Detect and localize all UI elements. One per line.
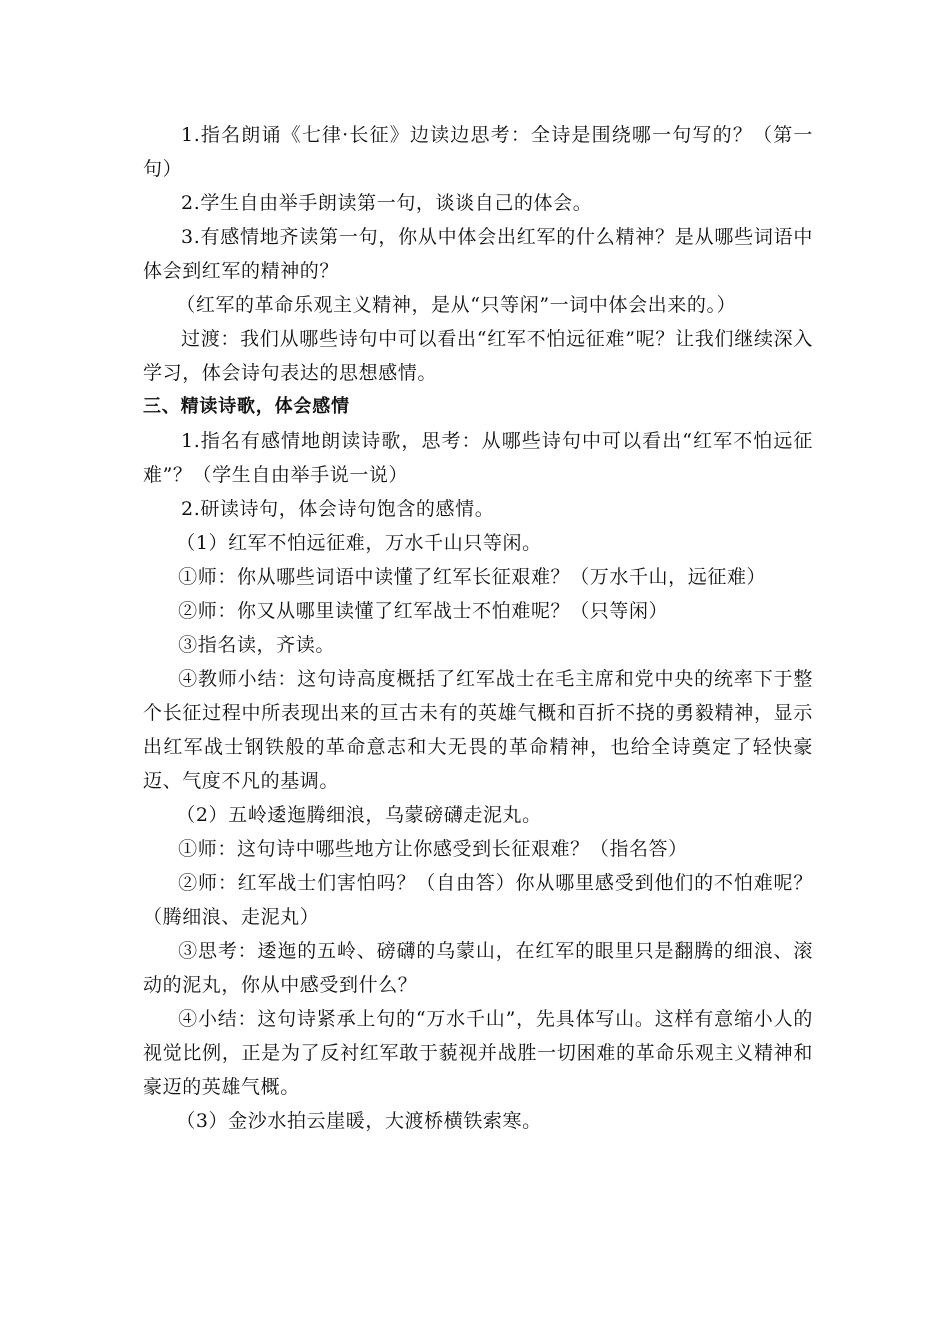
- summary-2: ④小结：这句诗紧承上句的“万水千山”，先具体写山。这样有意缩小人的视觉比例，正是为了反衬红军敢于藐视并战胜一切困难的革命乐观主义精神和豪迈的英雄气概。: [143, 1008, 813, 1098]
- document-body: [143, 118, 813, 1138]
- question-2-1: ①师：这句诗中哪些地方让你感受到长征艰难？（指名答）: [178, 838, 688, 860]
- paragraph-1: 1.指名朗诵《七律·长征》边读边思考：全诗是围绕哪一句写的？（第一句）: [143, 124, 813, 180]
- question-1-2: ②师：你又从哪里读懂了红军战士不怕难呢？（只等闲）: [178, 600, 669, 622]
- paragraph-4: （红军的革命乐观主义精神，是从“只等闲”一词中体会出来的。）: [176, 294, 737, 316]
- question-2-3: ③思考：逶迤的五岭、磅礴的乌蒙山，在红军的眼里只是翻腾的细浪、滚动的泥丸，你从中感受到什么？: [143, 940, 813, 996]
- paragraph-3: 3.有感情地齐读第一句，你从中体会出红军的什么精神？是从哪些词语中体会到红军的精神的？: [143, 226, 813, 282]
- section-heading: 三、精读诗歌，体会感情: [143, 396, 350, 417]
- paragraph-2: 2.学生自由举手朗读第一句，谈谈自己的体会。: [181, 192, 593, 214]
- question-1-1: ①师：你从哪些词语中读懂了红军长征艰难？（万水千山，远征难）: [178, 566, 767, 588]
- paragraph-7: 2.研读诗句，体会诗句饱含的感情。: [181, 498, 495, 520]
- question-2-2: ②师：红军战士们害怕吗？（自由答）你从哪里感受到他们的不怕难呢？（腾细浪、走泥丸）: [143, 872, 813, 928]
- verse-1: （1）红军不怕远征难，万水千山只等闲。: [176, 532, 542, 554]
- paragraph-6: 1.指名有感情地朗读诗歌，思考：从哪些诗句中可以看出“红军不怕远征难”？（学生自由举手说一说）: [143, 430, 813, 486]
- summary-1: ④教师小结：这句诗高度概括了红军战士在毛主席和党中央的统率下于整个长征过程中所表现出来的亘古未有的英雄气概和百折不挠的勇毅精神，显示出红军战士钢铁般的革命意志和大无畏的革命精神，也给全诗奠定了轻快豪迈、气度不凡的基调。: [143, 668, 813, 792]
- transition-paragraph: 过渡：我们从哪些诗句中可以看出“红军不怕远征难”呢？让我们继续深入学习，体会诗句表达的思想感情。: [143, 328, 813, 384]
- question-1-3: ③指名读，齐读。: [178, 634, 335, 656]
- verse-3: （3）金沙水拍云崖暖，大渡桥横铁索寒。: [176, 1110, 542, 1132]
- verse-2: （2）五岭逶迤腾细浪，乌蒙磅礴走泥丸。: [176, 804, 542, 826]
